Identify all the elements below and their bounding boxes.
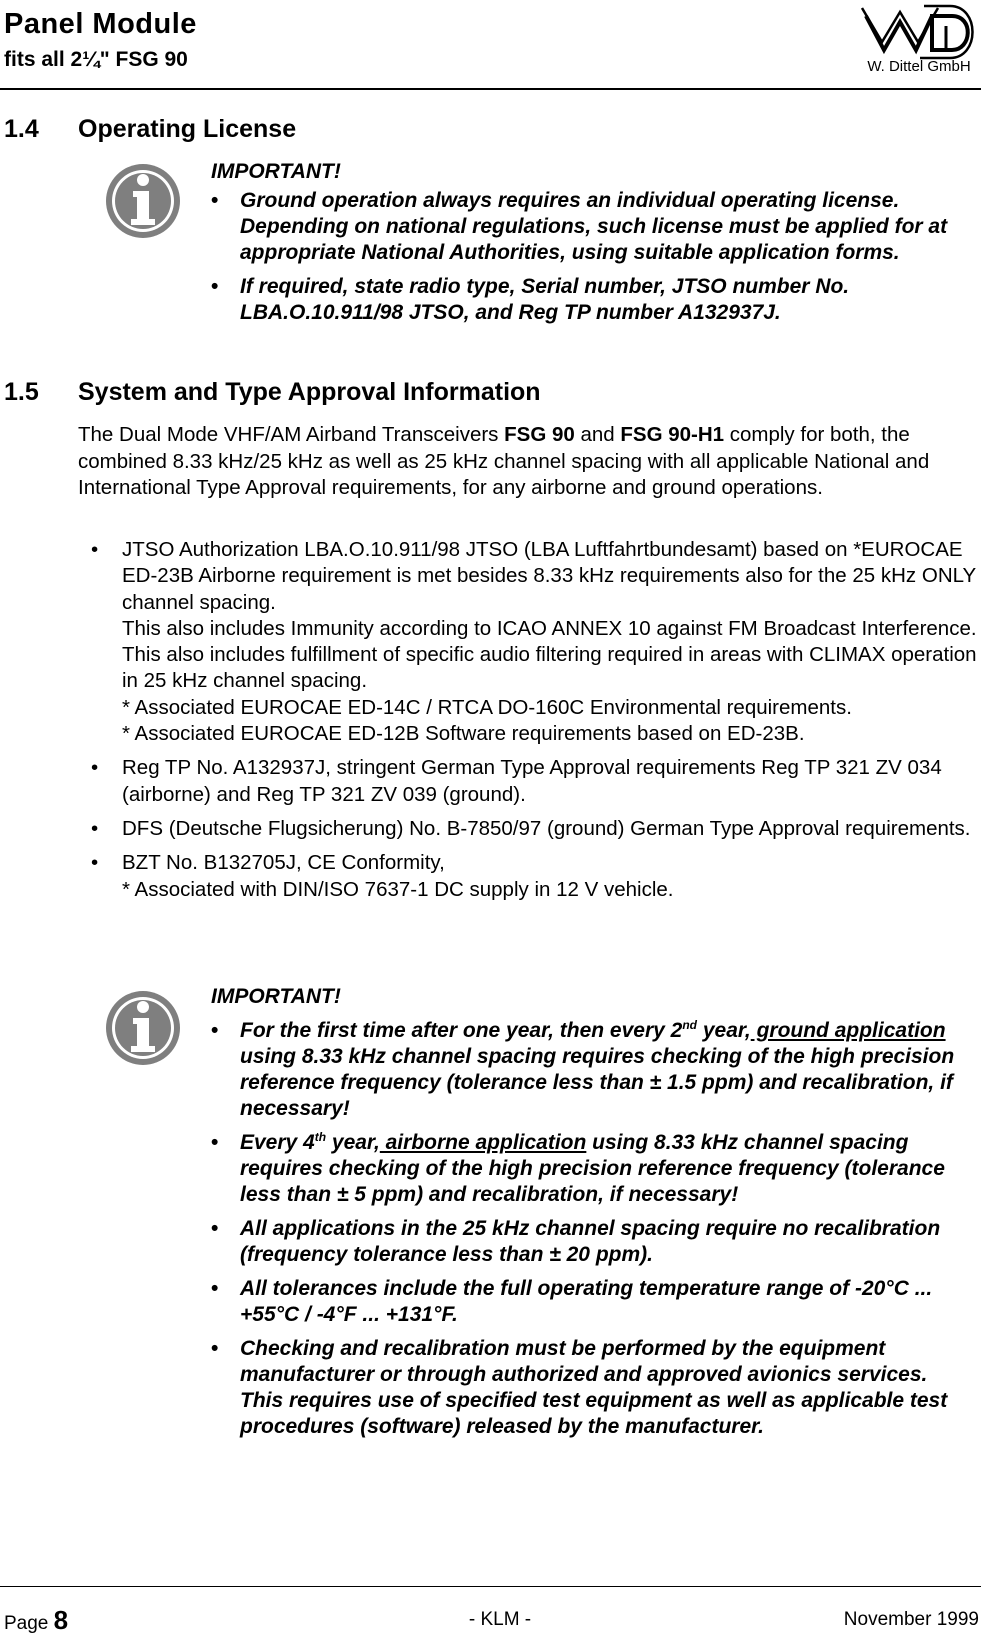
list-item: • All tolerances include the full operating temperature range of -20°C ... +55°C / -4°F ... +131°F.: [211, 1276, 971, 1328]
list-item: • For the first time after one year, then every 2nd year, ground application using 8.33 kHz channel spacing requires checking of the high precision reference frequency (tolerance less than ± 1.5 ppm) and recalibration, if necessary!: [211, 1018, 971, 1122]
info-icon: [105, 163, 181, 239]
product-name: FSG 90: [504, 423, 575, 446]
page-footer: [0, 1586, 981, 1633]
footer-center-text: - KLM -: [468, 1609, 532, 1630]
section-number: 1.5: [4, 378, 39, 406]
underlined-term: airborne application: [379, 1131, 587, 1154]
product-name: FSG 90-H1: [620, 423, 725, 446]
list-item: • Reg TP No. A132937J, stringent German Type Approval requirements Reg TP 321 ZV 034 (airborne) and Reg TP 321 ZV 039 (ground).: [78, 755, 978, 808]
list-item: • Every 4th year, airborne application using 8.33 kHz channel spacing requires checking of the high precision reference frequency (tolerance less than ± 5 ppm) and recalibration, if necessary!: [211, 1130, 971, 1208]
important-label: IMPORTANT!: [211, 160, 341, 183]
approval-list: [78, 537, 978, 911]
document-subtitle: fits all 2¼" FSG 90: [4, 48, 188, 71]
list-item: • If required, state radio type, Serial number, JTSO number No. LBA.O.10.911/98 JTSO, and Reg TP number A132937J.: [211, 274, 971, 326]
list-item: • Ground operation always requires an individual operating license. Depending on national regulations, such license must be applied for at appropriate National Authorities, using suitable application forms.: [211, 188, 971, 266]
important-label: IMPORTANT!: [211, 985, 341, 1008]
document-title: Panel Module: [4, 8, 197, 40]
list-item: • JTSO Authorization LBA.O.10.911/98 JTSO (LBA Luftfahrtbundesamt) based on *EUROCAE ED-23B Airborne requirement is met besides 8.33 kHz requirements also for the 25 kHz ONLY channel spacing. This also includes Immunity according to ICAO ANNEX 10 against FM Broadcast Interference. This also includes fulfillment of specific audio filtering required in areas with CLIMAX operation in 25 kHz channel spacing. * Associated EUROCAE ED-14C / RTCA DO-160C Environmental requirements. * Associated EUROCAE ED-12B Software requirements based on ED-23B.: [78, 537, 978, 747]
section-number: 1.4: [4, 115, 39, 143]
section-title: Operating License: [78, 115, 297, 143]
footer-date: November 1999: [843, 1609, 979, 1630]
page-header: [0, 0, 981, 90]
important-list: [211, 1018, 971, 1448]
important-list: [211, 188, 971, 334]
list-item: • All applications in the 25 kHz channel spacing require no recalibration (frequency tolerance less than ± 20 ppm).: [211, 1216, 971, 1268]
page-number: Page 8: [4, 1605, 69, 1635]
section-title: System and Type Approval Information: [78, 378, 541, 406]
intro-paragraph: The Dual Mode VHF/AM Airband Transceivers FSG 90 and FSG 90-H1 comply for both, the combined 8.33 kHz/25 kHz as well as 25 kHz channel spacing with all applicable National and International Type Approval requirements, for any airborne and ground operations.: [78, 423, 930, 499]
company-name: W. Dittel GmbH: [867, 58, 971, 75]
list-item: • DFS (Deutsche Flugsicherung) No. B-7850/97 (ground) German Type Approval requirements.: [78, 816, 978, 842]
info-icon: [105, 990, 181, 1066]
list-item: • Checking and recalibration must be performed by the equipment manufacturer or through authorized and approved avionics services. This requires use of specified test equipment as well as applicable test procedures (software) released by the manufacturer.: [211, 1336, 971, 1440]
list-item: • BZT No. B132705J, CE Conformity, * Associated with DIN/ISO 7637-1 DC supply in 12 V vehicle.: [78, 850, 978, 903]
underlined-term: ground application: [750, 1019, 946, 1042]
